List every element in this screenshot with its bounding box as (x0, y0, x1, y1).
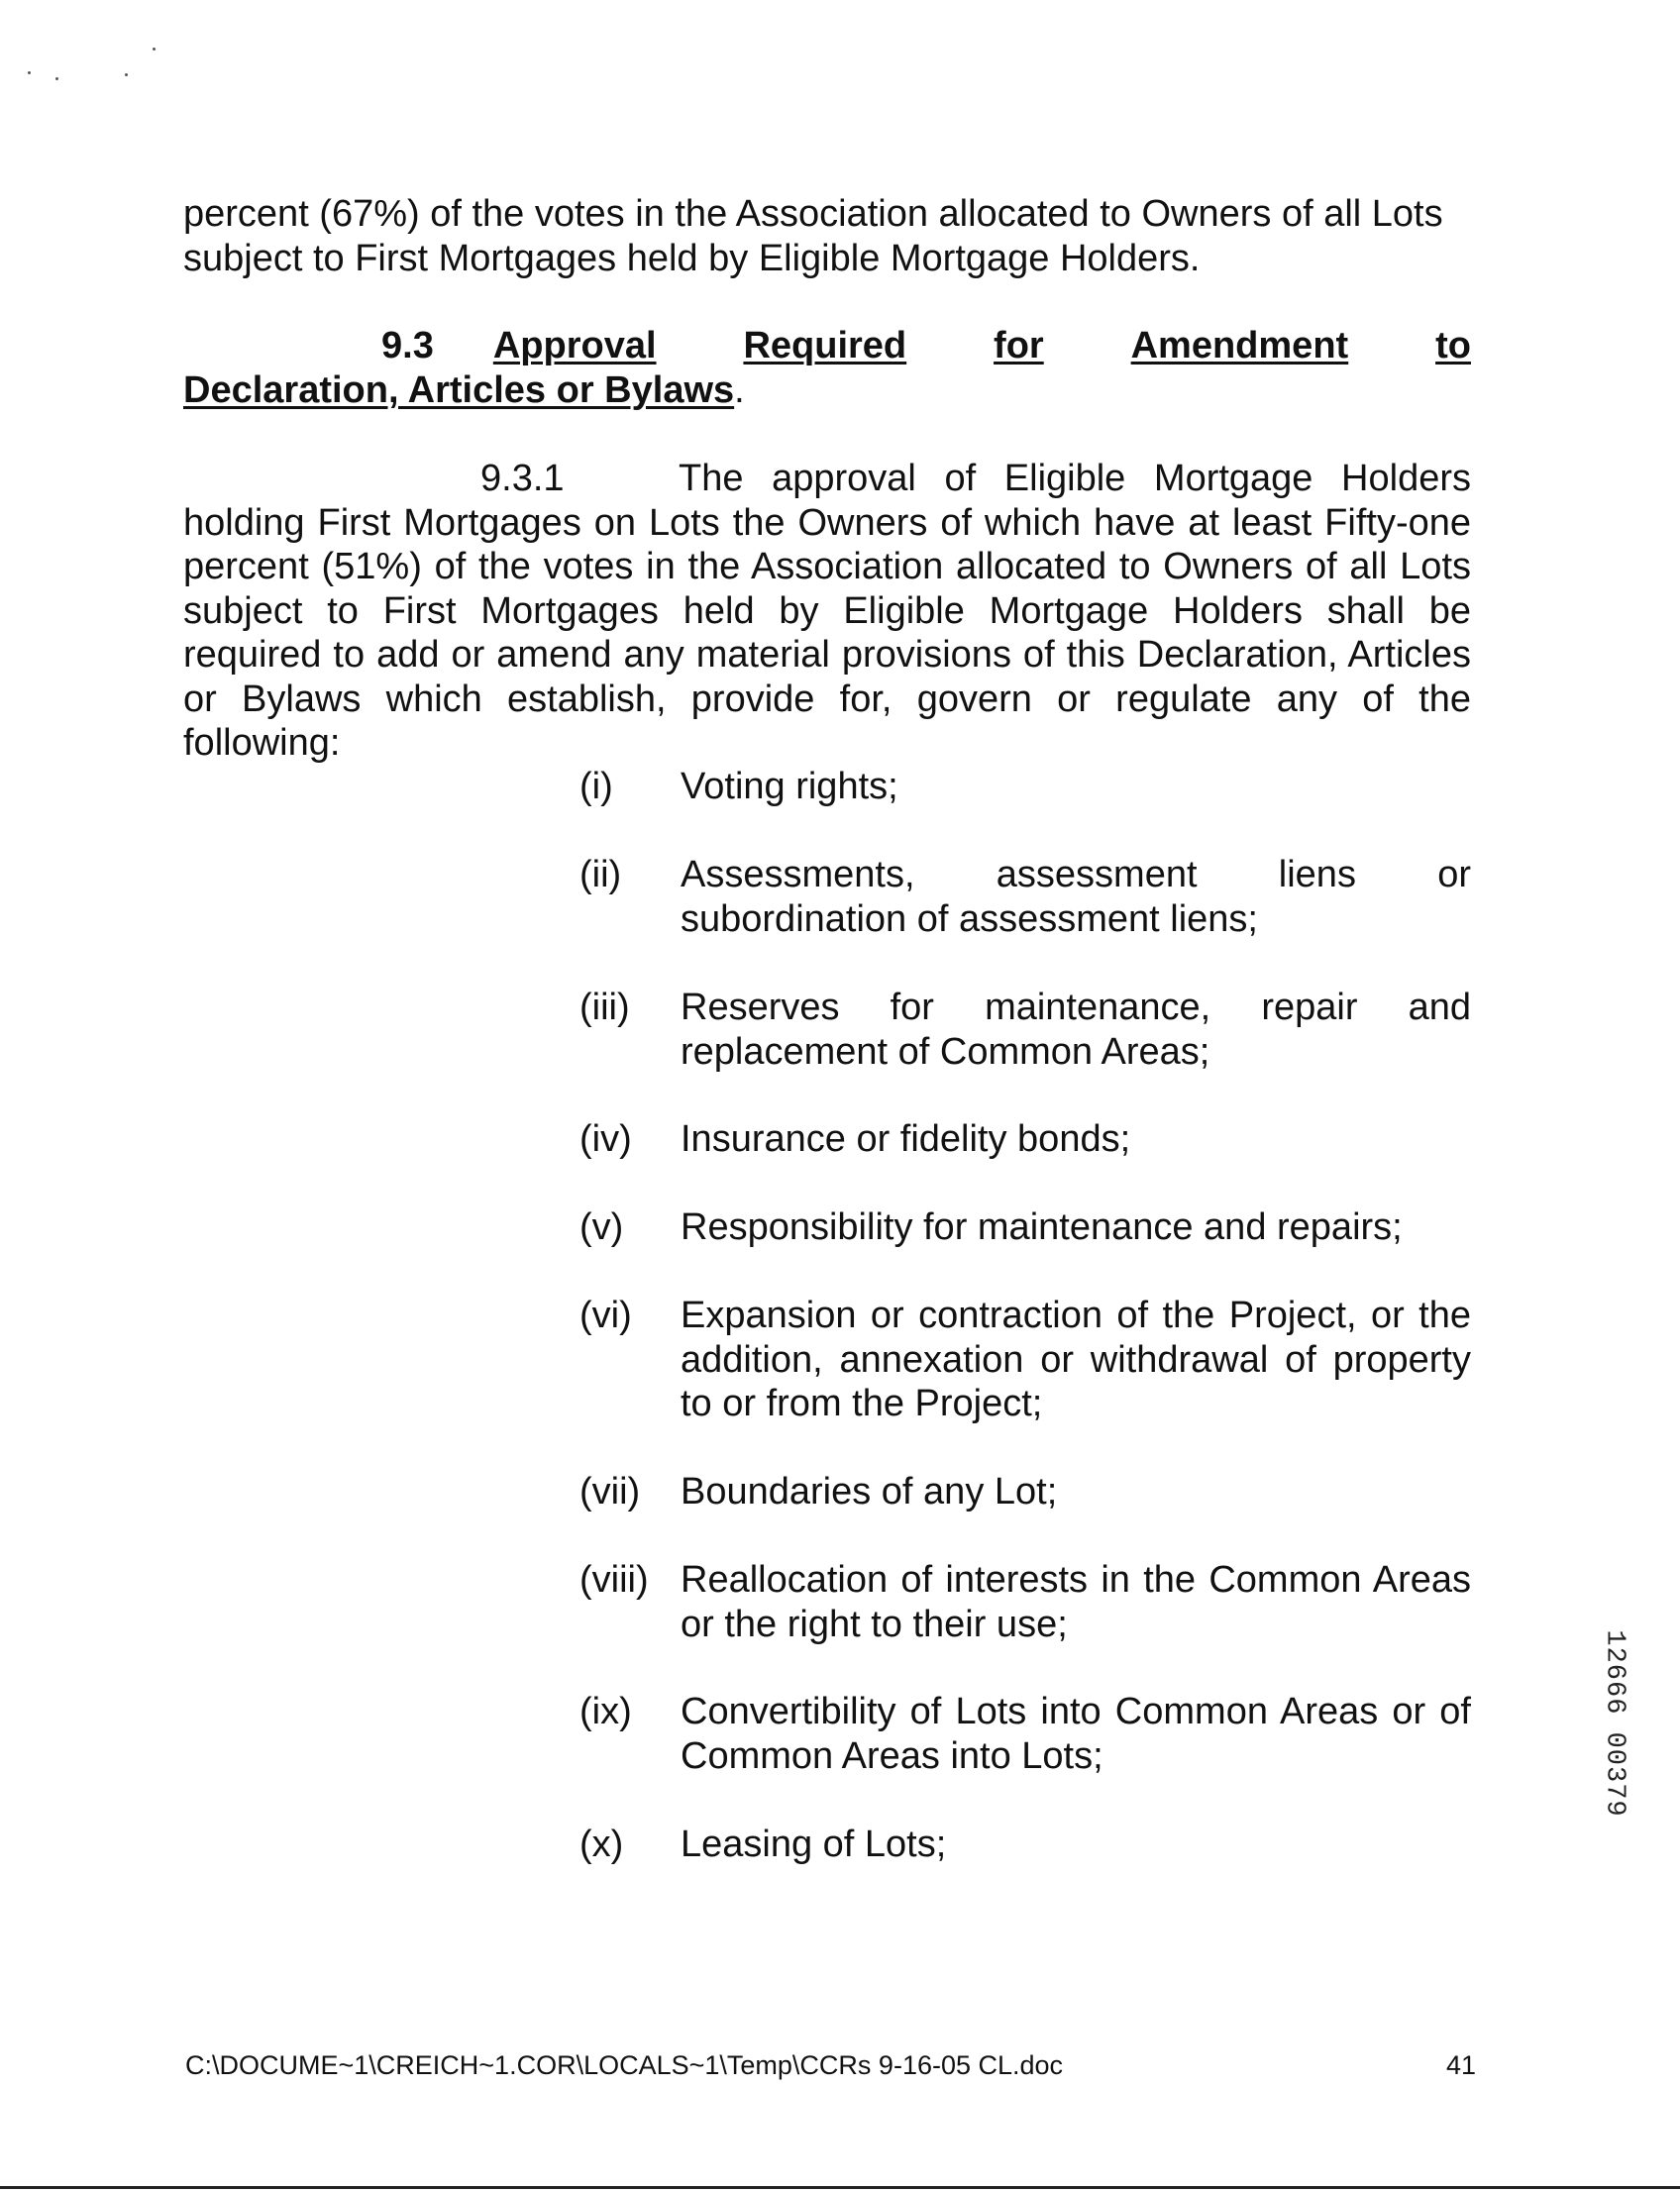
page-number: 41 (1446, 2050, 1477, 2080)
footer-file-path: C:\DOCUME~1\CREICH~1.COR\LOCALS~1\Temp\CCRs 9-16-05 CL.doc (185, 2050, 1064, 2080)
list-item-line: Leasing of Lots; (681, 1824, 947, 1865)
heading-word: Amendment (1130, 325, 1349, 366)
heading-word: Required (743, 325, 907, 366)
paragraph-line: following: (183, 722, 341, 764)
list-marker: (vii) (579, 1471, 641, 1513)
list-item (579, 1294, 1471, 1426)
list-item-line: addition, annexation or withdrawal of property (681, 1338, 1471, 1381)
list-item-line: Reserves for maintenance, repair and (681, 987, 1471, 1028)
list-item-line: replacement of Common Areas; (681, 1030, 1210, 1073)
paragraph-line: or Bylaws which establish, provide for, govern or regulate any of the (183, 678, 1471, 720)
paragraph-line-text: The approval of Eligible Mortgage Holders (679, 458, 1471, 499)
heading-word: Approval (492, 325, 657, 366)
list-marker: (ii) (579, 854, 622, 895)
list-item-text (681, 1117, 1471, 1162)
intro-line: subject to First Mortgages held by Eligible Mortgage Holders. (183, 237, 1201, 279)
heading-period: . (734, 368, 745, 411)
list-marker: (x) (579, 1824, 624, 1865)
paragraph-line: percent (51%) of the votes in the Association allocated to Owners of all Lots (183, 546, 1471, 587)
paragraph-line: required to add or amend any material provisions of this Declaration, Articles (183, 634, 1471, 676)
list-item-line: Common Areas into Lots; (681, 1734, 1103, 1777)
list-item-text (681, 1558, 1471, 1646)
list-item (579, 853, 1471, 941)
list-item-line: to or from the Project; (681, 1383, 1043, 1424)
list-item-text (681, 1294, 1471, 1426)
list-item (579, 1117, 1471, 1162)
list-marker: (iii) (579, 987, 630, 1028)
list-item-line: or the right to their use; (681, 1603, 1068, 1645)
list-item-text (681, 1470, 1471, 1514)
list-item-line: Responsibility for maintenance and repairs; (681, 1206, 1403, 1248)
heading-line (183, 324, 1471, 368)
list-item (579, 1690, 1471, 1778)
list-marker: (ix) (579, 1691, 632, 1732)
list-item (579, 986, 1471, 1074)
heading-words (493, 324, 1471, 368)
list-item-line: Reallocation of interests in the Common Areas (681, 1559, 1471, 1601)
list-item (579, 1470, 1471, 1514)
section-9-3-1-paragraph (183, 457, 1471, 766)
heading-word: to (1435, 325, 1471, 366)
list-item-text (681, 765, 1471, 809)
scan-bottom-edge (0, 2186, 1680, 2189)
list-marker: (viii) (579, 1559, 649, 1601)
list-item (579, 1205, 1471, 1250)
paragraph-line (183, 457, 1471, 501)
list-item-line: Boundaries of any Lot; (681, 1471, 1058, 1513)
intro-line: percent (67%) of the votes in the Association allocated to Owners of all Lots (183, 193, 1443, 235)
list-item-text (681, 1823, 1471, 1867)
section-heading-9-3 (183, 324, 1471, 412)
list-item-text (681, 1205, 1471, 1250)
list-item-text (681, 986, 1471, 1074)
heading-title-continued: Declaration, Articles or Bylaws (183, 368, 735, 411)
list-item-line: subordination of assessment liens; (681, 897, 1258, 940)
list-item (579, 1823, 1471, 1867)
subsection-number: 9.3.1 (480, 458, 565, 499)
recording-stamp-number (1595, 1590, 1634, 1857)
paragraph-line: holding First Mortgages on Lots the Owners of which have at least Fifty-one (183, 501, 1471, 544)
list-marker: (i) (579, 766, 613, 807)
heading-number: 9.3 (381, 325, 434, 366)
recording-stamp-text: 12666 00379 (1600, 1629, 1630, 1818)
list-item-line: Insurance or fidelity bonds; (681, 1118, 1131, 1160)
list-item-line: Expansion or contraction of the Project, or the (681, 1295, 1471, 1336)
intro-paragraph (183, 192, 1471, 280)
list-item (579, 1558, 1471, 1646)
list-item-line: Convertibility of Lots into Common Areas or of (681, 1691, 1471, 1732)
list-item-text (681, 1690, 1471, 1778)
list-item (579, 765, 1471, 809)
list-marker: (iv) (579, 1118, 632, 1160)
list-marker: (v) (579, 1206, 624, 1248)
list-item-text (681, 853, 1471, 941)
list-item-line: Voting rights; (681, 766, 898, 807)
list-marker: (vi) (579, 1295, 632, 1336)
heading-line (183, 368, 1471, 413)
list-item-line: Assessments, assessment liens or (681, 854, 1471, 895)
paragraph-line: subject to First Mortgages held by Eligible Mortgage Holders shall be (183, 589, 1471, 632)
scan-specks (28, 48, 166, 87)
heading-word: for (994, 325, 1044, 366)
